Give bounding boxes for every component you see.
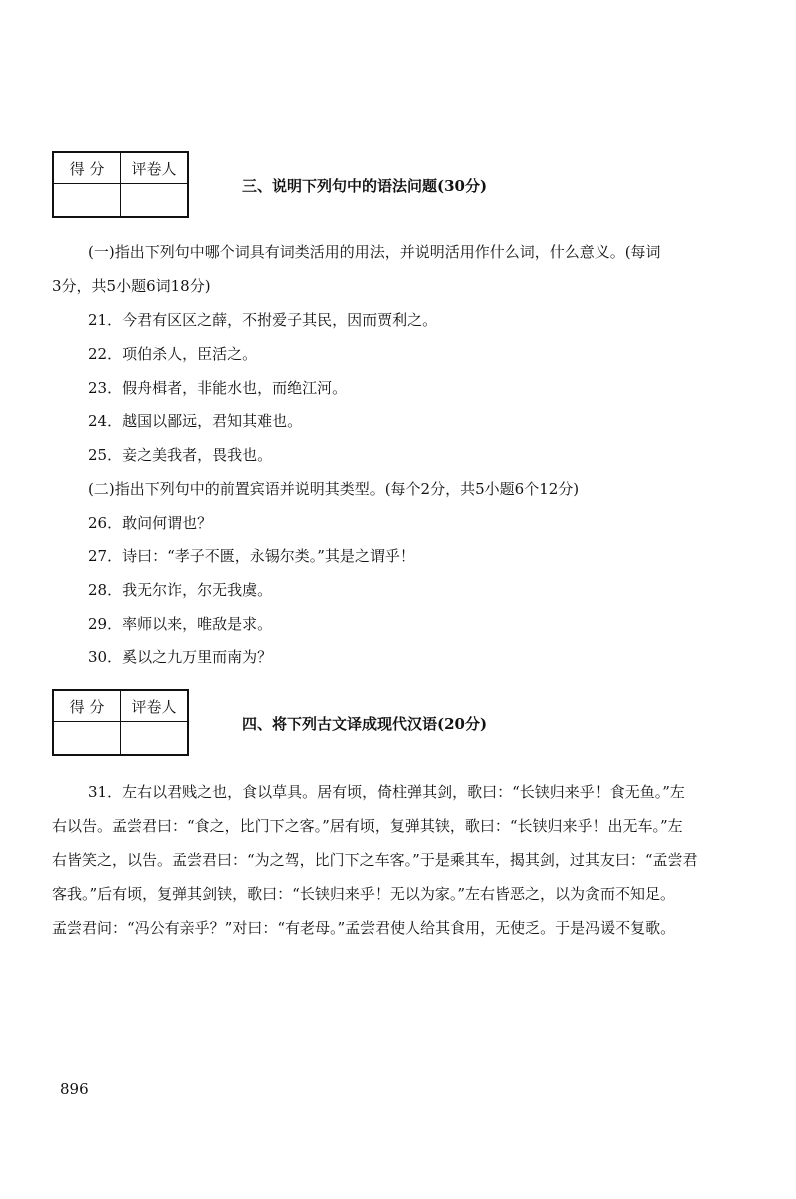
question-27: 27．诗曰：“孝子不匮，永锡尔类。”其是之谓乎！ (88, 547, 415, 565)
passage-line-5: 孟尝君问：“冯公有亲乎？”对曰：“有老母。”孟尝君使人给其食用，无使乏。于是冯谖不复歌。 (52, 919, 676, 937)
score-box-section3 (52, 151, 189, 218)
question-22: 22．项伯杀人，臣活之。 (88, 345, 258, 363)
grader-cell[interactable] (121, 184, 189, 218)
score-cell[interactable] (53, 722, 121, 756)
passage-line-3: 右皆笑之，以告。孟尝君曰：“为之驾，比门下之车客。”于是乘其车，揭其剑，过其友曰：“孟尝君 (52, 851, 698, 869)
section3-title: 三、说明下列句中的语法问题(30分) (242, 177, 488, 195)
score-box-section4 (52, 689, 189, 756)
question-24: 24．越国以鄙远，君知其难也。 (88, 412, 303, 430)
question-21: 21．今君有区区之薛，不拊爱子其民，因而贾利之。 (88, 311, 438, 329)
score-header: 得 分 (53, 690, 121, 722)
question-28: 28．我无尔诈，尔无我虞。 (88, 581, 273, 599)
question-30: 30．奚以之九万里而南为？ (88, 648, 273, 666)
question-25: 25．妾之美我者，畏我也。 (88, 446, 273, 464)
question-26: 26．敢问何谓也？ (88, 514, 213, 532)
section4-title: 四、将下列古文译成现代汉语(20分) (242, 715, 488, 733)
page-number: 896 (60, 1080, 89, 1098)
passage-line-4: 客我。”后有顷，复弹其剑铗，歌曰：“长铗归来乎！无以为家。”左右皆恶之，以为贪而不知足。 (52, 885, 676, 903)
grader-header: 评卷人 (121, 152, 189, 184)
question-23: 23．假舟楫者，非能水也，而绝江河。 (88, 379, 348, 397)
question-29: 29．率师以来，唯敌是求。 (88, 615, 273, 633)
part1-instruction-cont: 3分，共5小题6词18分) (52, 277, 211, 295)
grader-header: 评卷人 (121, 690, 189, 722)
passage-line-1: 31．左右以君贱之也，食以草具。居有顷，倚柱弹其剑，歌曰：“长铗归来乎！食无鱼。”左 (88, 783, 685, 801)
part1-instruction: (一)指出下列句中哪个词具有词类活用的用法，并说明活用作什么词，什么意义。(每词 (88, 243, 661, 261)
score-header: 得 分 (53, 152, 121, 184)
grader-cell[interactable] (121, 722, 189, 756)
part2-instruction: (二)指出下列句中的前置宾语并说明其类型。(每个2分，共5小题6个12分) (88, 480, 580, 498)
score-cell[interactable] (53, 184, 121, 218)
passage-line-2: 右以告。孟尝君曰：“食之，比门下之客。”居有顷，复弹其铗，歌曰：“长铗归来乎！出无车。”左 (52, 817, 683, 835)
